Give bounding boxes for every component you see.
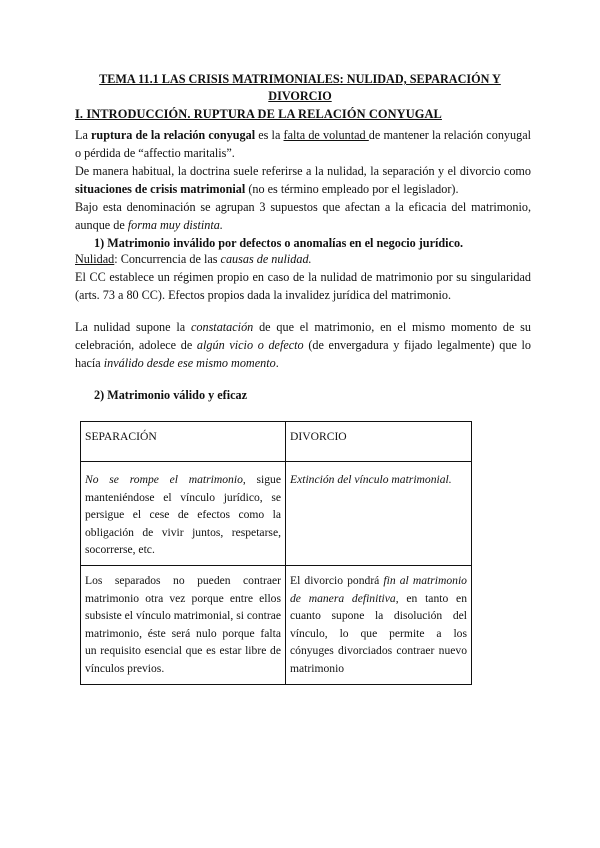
text-run: La xyxy=(75,128,92,142)
table-cell-separacion-efectos: Los separados no pueden contraer matrimonio otra vez porque entre ellos subsiste el vínculo matrimonial, si contrae matrimonio, éste será nulo porque falta un requisito esencial que es estar libre de vínculos previos. xyxy=(81,565,286,684)
table-header-separacion: SEPARACIÓN xyxy=(81,422,286,462)
text-run: es la xyxy=(255,128,284,142)
text-run: : Concurrencia de las xyxy=(114,252,221,266)
table-cell-separacion-vinculo xyxy=(81,462,286,566)
text-run: (no es término empleado por el legislador). xyxy=(245,182,459,197)
italic-term: algún vicio o defecto xyxy=(196,338,304,353)
table-header-row xyxy=(81,422,472,462)
section-heading-introduccion: I. INTRODUCCIÓN. RUPTURA DE LA RELACIÓN CONYUGAL xyxy=(75,107,442,121)
text-run: El divorcio pondrá xyxy=(290,573,384,587)
text-run: de mantener la relación conyugal o pérdida de “affectio maritalis”. xyxy=(75,128,531,161)
paragraph-ruptura xyxy=(75,126,531,162)
text-run: , sigue manteniéndose el vínculo jurídico, se persigue el cese de efectos como la obligación de vivir juntos, respetarse, socorrerse, etc. xyxy=(85,473,281,557)
italic-term: fin al matrimonio de manera definitiva xyxy=(290,573,467,605)
italic-term: inválido desde ese mismo momento xyxy=(103,356,276,371)
italic-term: No se rompe el matrimonio xyxy=(85,473,243,486)
table-cell-divorcio-extincion xyxy=(286,462,472,566)
text-run: de que el matrimonio, en el mismo momento de su celebración, adolece de xyxy=(75,320,532,353)
italic-term: Extinción del vínculo matrimonial. xyxy=(290,473,452,486)
table-cell-divorcio-efectos xyxy=(286,565,472,684)
paragraph-regimen-cc: El CC establece un régimen propio en caso de la nulidad de matrimonio por su singularidad (arts. 73 a 80 CC). Efectos propios dada la invalidez jurídica del matrimonio. xyxy=(75,270,531,303)
text-run: Bajo esta denominación se agrupan 3 supuestos que afectan a la eficacia del matrimonio, aunque de xyxy=(75,200,531,233)
subheading-matrimonio-invalido: 1) Matrimonio inválido por defectos o anomalías en el negocio jurídico. xyxy=(94,236,464,250)
table-row xyxy=(81,462,472,566)
underlined-term: Nulidad xyxy=(75,252,115,266)
text-run: (de envergadura y fijado legalmente) que lo hacía xyxy=(75,338,532,371)
italic-term: causas de nulidad. xyxy=(220,252,312,266)
italic-term: constatación xyxy=(190,320,254,334)
paragraph-doctrina xyxy=(75,162,531,198)
table-header-divorcio: DIVORCIO xyxy=(286,422,472,462)
bold-term: situaciones de crisis matrimonial xyxy=(75,182,246,197)
underlined-term: falta de voluntad xyxy=(283,128,369,142)
paragraph-denominacion xyxy=(75,198,531,234)
text-run: La nulidad supone la xyxy=(75,320,191,334)
text-run: De manera habitual, la doctrina suele referirse a la nulidad, la separación y el divorcio como xyxy=(75,164,531,178)
document-title: TEMA 11.1 LAS CRISIS MATRIMONIALES: NULIDAD, SEPARACIÓN Y DIVORCIO xyxy=(99,72,501,103)
comparison-table xyxy=(80,421,472,685)
italic-term: forma muy distinta. xyxy=(127,218,223,233)
paragraph-nulidad-supone xyxy=(75,318,531,373)
text-run: , en tanto en cuanto supone la disolución del vínculo, lo que permite a los cónyuges divorciados contraer nuevo matrimonio xyxy=(290,591,467,675)
subheading-matrimonio-valido: 2) Matrimonio válido y eficaz xyxy=(94,388,247,402)
paragraph-nulidad-definicion xyxy=(75,250,531,268)
bold-term: ruptura de la relación conyugal xyxy=(91,128,256,142)
table-row xyxy=(81,565,472,684)
text-run: . xyxy=(275,356,279,371)
